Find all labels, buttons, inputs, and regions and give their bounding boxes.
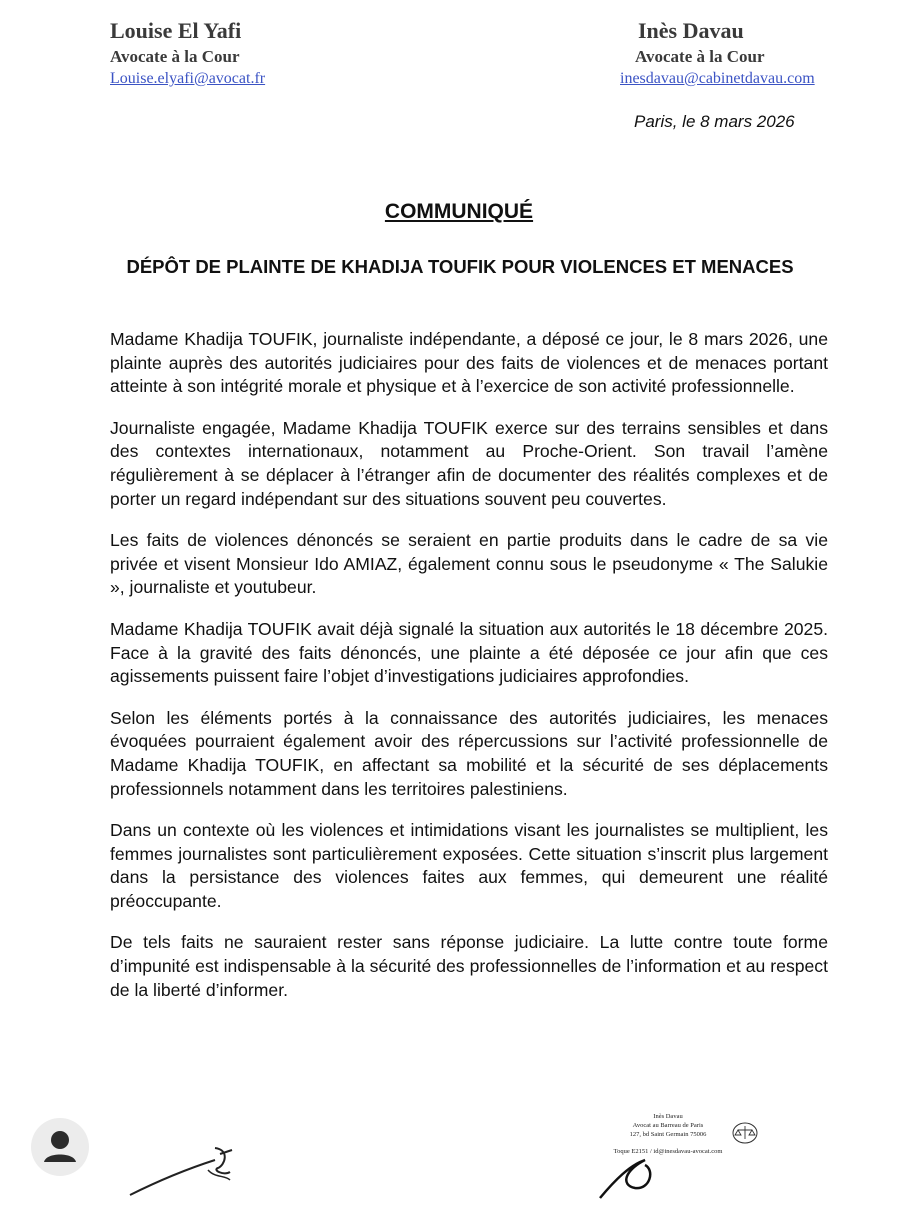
handwritten-signature-right: [595, 1140, 715, 1205]
stamp-line: Toque E2151 / id@inesdavau-avocat.com: [613, 1148, 723, 1155]
body-paragraph: Madame Khadija TOUFIK, journaliste indépendante, a déposé ce jour, le 8 mars 2026, une plainte auprès des autorités judiciaires pour des faits de violences et de menaces portant atteinte à son intégrité morale et physique et à l’exercice de son activité professionnelle.: [110, 329, 828, 397]
lawyer-left-block: [110, 16, 265, 90]
body-paragraph: Les faits de violences dénoncés se seraient en partie produits dans le cadre de sa vie privée et visent Monsieur Ido AMIAZ, également connu sous le pseudonyme « The Salukie », journaliste et youtubeur.: [110, 530, 828, 598]
stamp-line: 127, bd Saint Germain 75006: [629, 1131, 707, 1138]
lawyer-left-role: Avocate à la Cour: [110, 47, 240, 66]
lawyer-right-name: Inès Davau: [638, 18, 744, 43]
document-title: COMMUNIQUÉ: [384, 200, 534, 223]
scales-of-justice-icon: [732, 1122, 758, 1149]
body-paragraph: Selon les éléments portés à la connaissance des autorités judiciaires, les menaces évoquées pourraient également avoir des répercussions sur l’activité professionnelle de Madame Khadija TOUFIK, en affectant sa mobilité et la sécurité de ses déplacements professionnels notamment dans les territoires palestiniens.: [110, 707, 828, 799]
body-paragraph: Dans un contexte où les violences et intimidations visant les journalistes se multiplient, les femmes journalistes sont particulièrement exposées. Cette situation s’inscrit plus largement dans la persistance des violences faites aux femmes, qui demeurent une réalité préoccupante.: [110, 820, 828, 911]
lawyer-left-name: Louise El Yafi: [110, 18, 242, 43]
lawyer-left-email-link[interactable]: Louise.elyafi@avocat.fr: [110, 70, 266, 87]
body-paragraph: Madame Khadija TOUFIK avait déjà signalé la situation aux autorités le 18 décembre 2025. Face à la gravité des faits dénoncés, une plainte a été déposée ce jour afin que ces agissements puissent faire l’objet d’investigations judiciaires approfondies.: [110, 618, 828, 687]
document-subtitle: DÉPÔT DE PLAINTE DE KHADIJA TOUFIK POUR VIOLENCES ET MENACES: [126, 256, 794, 277]
body-paragraph: De tels faits ne sauraient rester sans réponse judiciaire. La lutte contre toute forme d’impunité est indispensable à la sécurité des professionnelles de l’information et au respect de la liberté d’informer.: [110, 932, 828, 1000]
lawyer-right-role: Avocate à la Cour: [635, 47, 765, 66]
document-body: [110, 328, 828, 1020]
document-date: Paris, le 8 mars 2026: [634, 112, 795, 131]
user-avatar-icon[interactable]: [31, 1118, 89, 1176]
lawyer-right-email-link[interactable]: inesdavau@cabinetdavau.com: [620, 70, 815, 87]
stamp-line: Inès Davau: [653, 1113, 683, 1120]
lawyer-right-block: [620, 16, 815, 90]
stamp-line: Avocat au Barreau de Paris: [632, 1122, 704, 1129]
body-paragraph: Journaliste engagée, Madame Khadija TOUFIK exerce sur des terrains sensibles et dans des contextes internationaux, notamment au Proche-Orient. Son travail l’amène régulièrement à se déplacer à l’étranger afin de documenter des réalités complexes et de porter un regard indépendant sur des situations souvent peu couvertes.: [110, 417, 828, 509]
handwritten-signature-left: [120, 1120, 250, 1205]
